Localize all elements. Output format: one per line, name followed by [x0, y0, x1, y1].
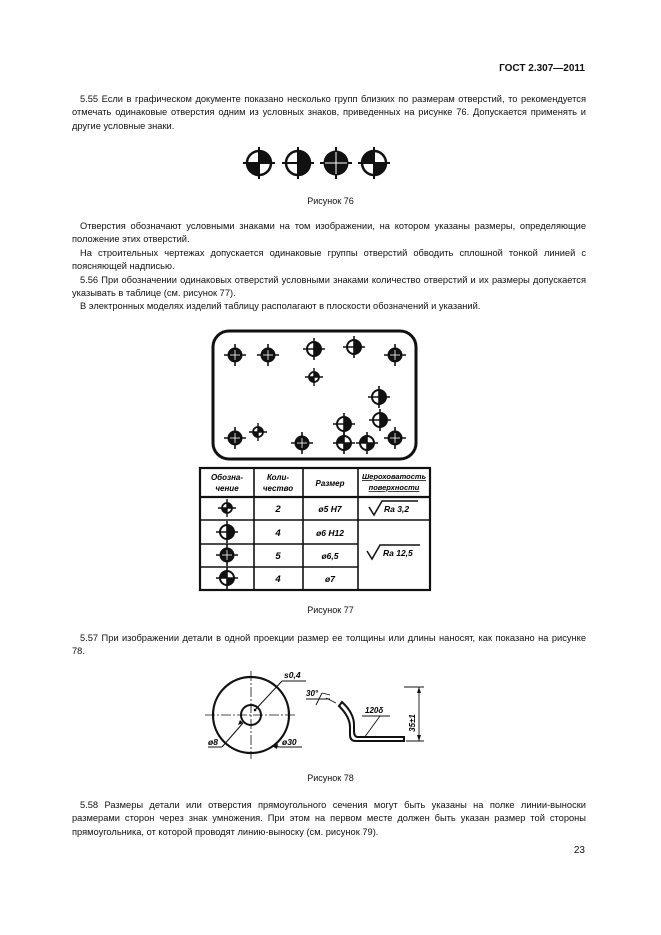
paragraph: 5.55 Если в графическом документе показано несколько групп близких по размерам отверстий, то рекомендуется отмечать одинаковые отверстия одним из условных знаков, приведенных на рисунке 76. Допускается применять и другие условные знаки. [72, 94, 586, 131]
paragraph: В электронных моделях изделий таблицу располагают в плоскости обозначений и указаний. [80, 301, 481, 312]
angle-label: 30° [306, 689, 319, 698]
paragraph: 5.58 Размеры детали или отверстия прямоугольного сечения могут быть указаны на полке линии-выноски размерами сторон через знак умножения. При этом на первом месте должен быть указан размер той стороны прямоугольника, от которой проводят линию-выноску (см. рисунок 79). [72, 800, 586, 837]
figure-76-caption: Рисунок 76 [307, 196, 354, 206]
roughness-sign-2 [367, 545, 420, 559]
svg-text:Ra 12,5: Ra 12,5 [383, 548, 413, 558]
roughness-sign-1 [369, 501, 418, 515]
row-3-size: ø6,5 [321, 551, 339, 561]
row-1-size: ø5 H7 [318, 504, 342, 514]
hole-symbol-checker [358, 147, 390, 179]
large-diameter-label: ø30 [282, 737, 297, 747]
row-2-size: ø6 H12 [316, 528, 344, 538]
thickness-label: s0,4 [284, 670, 301, 680]
header-count-2: чество [262, 484, 294, 493]
header-roughness-2: поверхности [368, 483, 420, 492]
row-3-count: 5 [275, 551, 281, 562]
header-count-1: Коли- [266, 473, 290, 482]
header-designation-1: Обозна- [210, 473, 244, 482]
paragraph-5-57 [72, 632, 586, 659]
header-roughness-1: Шероховатость [361, 472, 427, 481]
svg-text:Ra 3,2: Ra 3,2 [384, 504, 410, 514]
paragraph: 5.57 При изображении детали в одной проекции размер ее толщины или длины наносят, как показано на рисунке 78. [72, 633, 586, 657]
page-number: 23 [573, 845, 585, 856]
hole-symbol-full [320, 147, 352, 179]
row-4-size: ø7 [325, 574, 335, 584]
figure-76-symbols [0, 142, 661, 192]
figure-77-table [0, 465, 661, 595]
row-4-count: 4 [275, 574, 281, 585]
paragraph-block-2 [72, 220, 586, 314]
row-2-count: 4 [275, 528, 281, 539]
paragraph-5-55 [72, 93, 586, 133]
figure-78-drawing [0, 665, 661, 765]
paragraph-5-58 [72, 799, 586, 839]
hole-symbol-half [282, 147, 314, 179]
figure-77-plate [0, 325, 661, 465]
paragraph: 5.56 При обозначении одинаковых отверстий условными знаками количество отверстий и их размеры допускается указывать в таблице (см. рисунок 77). [72, 274, 586, 299]
document-code: ГОСТ 2.307—2011 [499, 63, 585, 74]
figure-77-caption: Рисунок 77 [307, 605, 354, 615]
paragraph: Отверстия обозначают условными знаками на том изображении, на котором указаны размеры, определяющие положение этих отверстий. [72, 221, 586, 245]
row-1-count: 2 [275, 504, 281, 515]
height-label: 35±1 [408, 714, 417, 732]
paragraph: На строительных чертежах допускается одинаковые группы отверстий обводить сплошной тонкой линией с поясняющей надписью. [72, 247, 586, 272]
figure-78-caption: Рисунок 78 [307, 773, 354, 783]
hole-symbol-quarter [243, 147, 275, 179]
header-designation-2: чение [215, 484, 239, 493]
header-size: Размер [315, 479, 345, 488]
length-label: 120δ [365, 706, 384, 715]
small-diameter-label: ø8 [208, 737, 218, 747]
